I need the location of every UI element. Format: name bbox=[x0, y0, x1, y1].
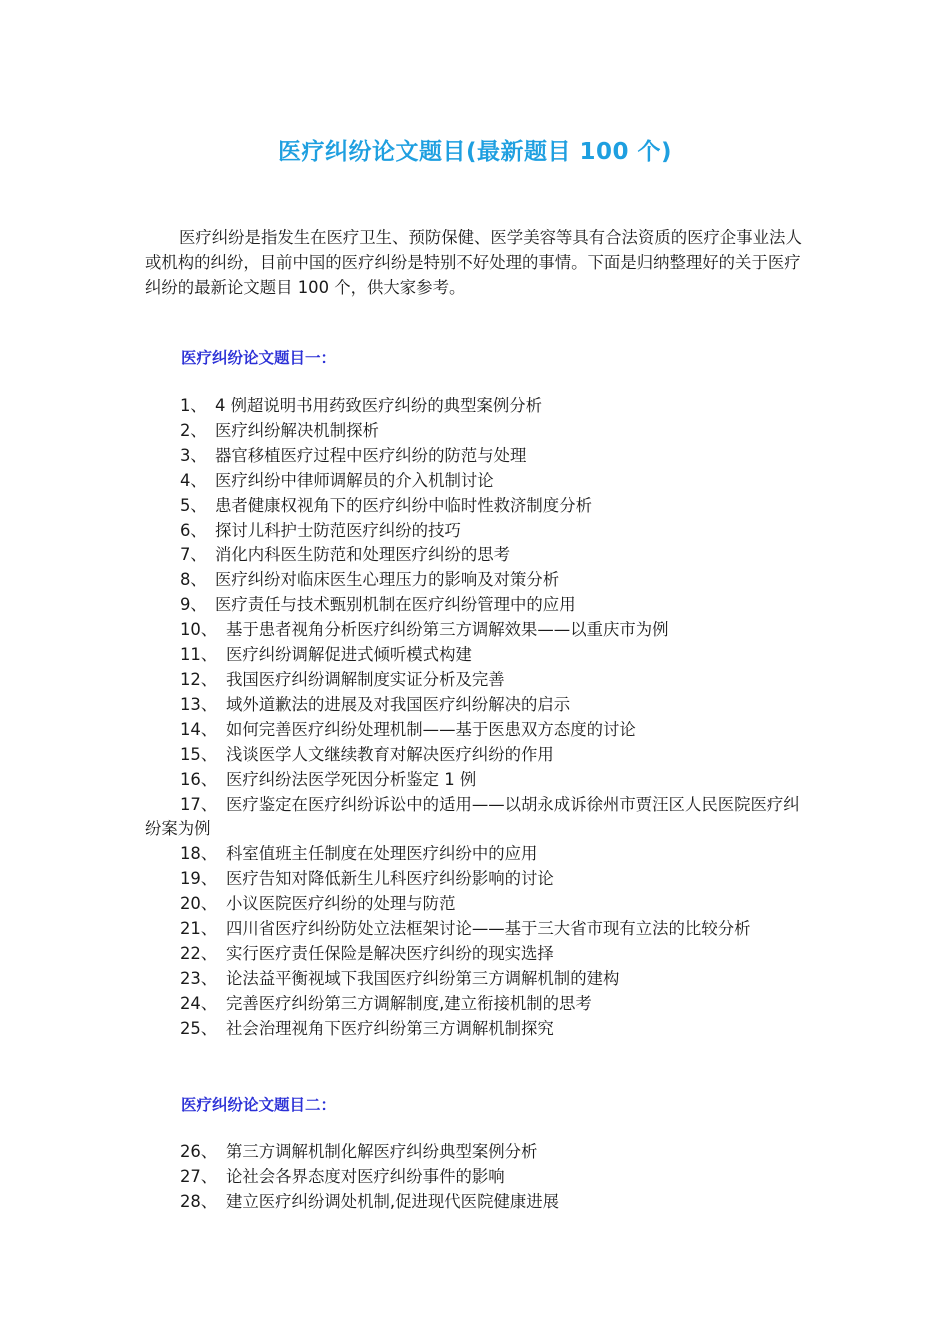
list-item bbox=[145, 593, 810, 618]
list-item bbox=[145, 394, 810, 419]
item-number: 18、 bbox=[180, 844, 218, 864]
item-number: 27、 bbox=[180, 1166, 218, 1186]
item-text: 4 例超说明书用药致医疗纠纷的典型案例分析 bbox=[215, 396, 543, 415]
list-item bbox=[145, 768, 810, 793]
list-item bbox=[145, 643, 810, 668]
item-number: 19、 bbox=[180, 869, 218, 889]
item-number: 14、 bbox=[180, 719, 218, 739]
item-number: 22、 bbox=[180, 943, 218, 963]
item-number: 10、 bbox=[180, 620, 218, 640]
list-item bbox=[145, 942, 810, 967]
list-item bbox=[145, 967, 810, 992]
item-number: 5、 bbox=[180, 495, 207, 515]
list-item bbox=[145, 793, 810, 843]
list-item bbox=[145, 419, 810, 444]
item-text: 建立医疗纠纷调处机制,促进现代医院健康进展 bbox=[226, 1191, 560, 1211]
item-text: 四川省医疗纠纷防处立法框架讨论——基于三大省市现有立法的比较分析 bbox=[226, 919, 751, 939]
item-text: 消化内科医生防范和处理医疗纠纷的思考 bbox=[215, 545, 511, 565]
item-text: 医疗纠纷法医学死因分析鉴定 1 例 bbox=[226, 769, 477, 789]
item-text: 探讨儿科护士防范医疗纠纷的技巧 bbox=[215, 520, 461, 540]
document-title: 医疗纠纷论文题目(最新题目 100 个) bbox=[277, 139, 673, 165]
item-number: 25、 bbox=[180, 1018, 218, 1038]
item-text: 论法益平衡视域下我国医疗纠纷第三方调解机制的建构 bbox=[226, 968, 620, 988]
item-number: 24、 bbox=[180, 993, 218, 1013]
item-number: 7、 bbox=[180, 545, 207, 565]
item-text: 如何完善医疗纠纷处理机制——基于医患双方态度的讨论 bbox=[226, 719, 636, 739]
item-text: 医疗鉴定在医疗纠纷诉讼中的适用——以胡永成诉徐州市贾汪区人民医院医疗纠纷案为例 bbox=[145, 794, 800, 839]
list-item bbox=[145, 1190, 810, 1215]
list-item bbox=[145, 1165, 810, 1190]
item-text: 医疗纠纷对临床医生心理压力的影响及对策分析 bbox=[215, 570, 560, 590]
item-text: 患者健康权视角下的医疗纠纷中临时性救济制度分析 bbox=[215, 495, 592, 515]
item-text: 科室值班主任制度在处理医疗纠纷中的应用 bbox=[226, 844, 538, 864]
intro-paragraph: 医疗纠纷是指发生在医疗卫生、预防保健、医学美容等具有合法资质的医疗企事业法人或机构的纠纷，目前中国的医疗纠纷是特别不好处理的事情。下面是归纳整理好的关于医疗纠纷的最新论文题目 100 个，供大家参考。 bbox=[145, 228, 802, 297]
list-item bbox=[145, 668, 810, 693]
list-item bbox=[145, 693, 810, 718]
item-number: 16、 bbox=[180, 769, 218, 789]
list-item bbox=[145, 867, 810, 892]
section-heading-2: 医疗纠纷论文题目二： bbox=[181, 1096, 337, 1114]
item-number: 12、 bbox=[180, 669, 218, 689]
list-item bbox=[145, 469, 810, 494]
item-text: 医疗纠纷调解促进式倾听模式构建 bbox=[226, 645, 472, 665]
item-text: 我国医疗纠纷调解制度实证分析及完善 bbox=[226, 669, 505, 689]
list-item bbox=[145, 892, 810, 917]
item-number: 17、 bbox=[180, 794, 218, 814]
item-number: 20、 bbox=[180, 894, 218, 914]
list-item bbox=[145, 618, 810, 643]
item-number: 28、 bbox=[180, 1191, 218, 1211]
list-item bbox=[145, 1140, 810, 1165]
item-text: 完善医疗纠纷第三方调解制度,建立衔接机制的思考 bbox=[226, 993, 592, 1013]
list-item bbox=[145, 444, 810, 469]
item-text: 实行医疗责任保险是解决医疗纠纷的现实选择 bbox=[226, 943, 554, 963]
item-number: 23、 bbox=[180, 968, 218, 988]
item-number: 9、 bbox=[180, 595, 207, 615]
list-item bbox=[145, 1017, 810, 1042]
list-item bbox=[145, 992, 810, 1017]
list-item bbox=[145, 718, 810, 743]
item-number: 15、 bbox=[180, 744, 218, 764]
item-number: 3、 bbox=[180, 445, 207, 465]
topic-list-1 bbox=[145, 394, 810, 1042]
item-number: 6、 bbox=[180, 520, 207, 540]
topic-list-2 bbox=[145, 1140, 810, 1215]
item-number: 26、 bbox=[180, 1142, 218, 1161]
item-text: 医疗纠纷中律师调解员的介入机制讨论 bbox=[215, 470, 494, 490]
item-text: 小议医院医疗纠纷的处理与防范 bbox=[226, 894, 456, 914]
item-text: 社会治理视角下医疗纠纷第三方调解机制探究 bbox=[226, 1018, 554, 1038]
list-item bbox=[145, 743, 810, 768]
item-text: 医疗纠纷解决机制探析 bbox=[215, 420, 379, 440]
item-text: 域外道歉法的进展及对我国医疗纠纷解决的启示 bbox=[226, 694, 571, 714]
item-number: 11、 bbox=[180, 645, 218, 665]
item-number: 4、 bbox=[180, 470, 207, 490]
section-heading-1: 医疗纠纷论文题目一： bbox=[181, 349, 337, 367]
item-number: 2、 bbox=[180, 420, 207, 440]
item-number: 21、 bbox=[180, 919, 218, 939]
item-text: 浅谈医学人文继续教育对解决医疗纠纷的作用 bbox=[226, 744, 554, 764]
item-number: 1、 bbox=[180, 396, 207, 415]
item-text: 基于患者视角分析医疗纠纷第三方调解效果——以重庆市为例 bbox=[226, 620, 669, 640]
list-item bbox=[145, 917, 810, 942]
item-number: 8、 bbox=[180, 570, 207, 590]
list-item bbox=[145, 568, 810, 593]
item-number: 13、 bbox=[180, 694, 218, 714]
list-item bbox=[145, 543, 810, 568]
item-text: 器官移植医疗过程中医疗纠纷的防范与处理 bbox=[215, 445, 527, 465]
item-text: 医疗责任与技术甄别机制在医疗纠纷管理中的应用 bbox=[215, 595, 576, 615]
item-text: 医疗告知对降低新生儿科医疗纠纷影响的讨论 bbox=[226, 869, 554, 889]
item-text: 论社会各界态度对医疗纠纷事件的影响 bbox=[226, 1166, 505, 1186]
item-text: 第三方调解机制化解医疗纠纷典型案例分析 bbox=[226, 1142, 538, 1161]
list-item bbox=[145, 519, 810, 544]
list-item bbox=[145, 494, 810, 519]
list-item bbox=[145, 842, 810, 867]
